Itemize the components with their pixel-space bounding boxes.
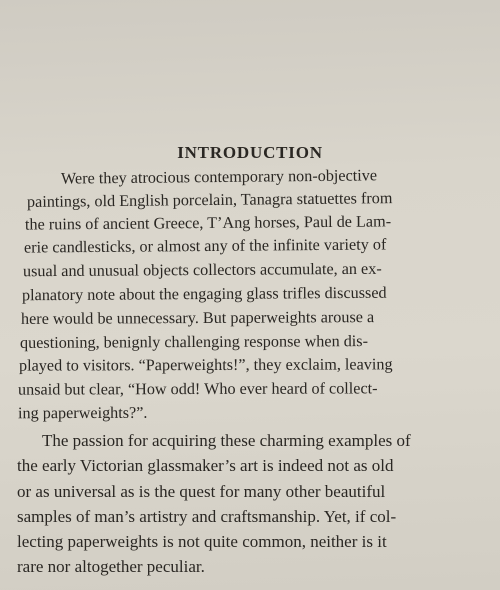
paragraph-1-line-9: played to visitors. “Paperweights!”, they exclaim, leaving xyxy=(18,355,393,375)
paragraph-1-line-7: here would be unnecessary. But paperweights arouse a xyxy=(20,308,375,328)
paragraph-1-line-4: erie candlesticks, or almost any of the infinite variety of xyxy=(23,235,387,257)
paragraph-1-line-10: unsaid but clear, “How odd! Who ever heard of collect- xyxy=(17,379,378,399)
paragraph-1-line-1: Were they atrocious contemporary non-objective xyxy=(60,166,378,188)
page-title: INTRODUCTION xyxy=(177,143,323,162)
paragraph-2-line-6: rare nor altogether peculiar. xyxy=(17,557,205,576)
paragraph-2-line-1: The passion for acquiring these charming examples of xyxy=(42,431,411,450)
paragraph-1-line-11: ing paperweights?”. xyxy=(17,403,148,423)
paragraph-1-line-5: usual and unusual objects collectors accumulate, an ex- xyxy=(22,259,382,281)
paragraph-2-line-2: the early Victorian glassmaker’s art is indeed not as old xyxy=(17,456,394,475)
paragraph-1-line-2: paintings, old English porcelain, Tanagra statuettes from xyxy=(26,189,393,211)
paragraph-1-line-6: planatory note about the engaging glass trifles discussed xyxy=(21,283,387,305)
paragraph-2-line-5: lecting paperweights is not quite common, neither is it xyxy=(17,532,387,551)
paragraph-2-line-4: samples of man’s artistry and craftsmanship. Yet, if col- xyxy=(17,507,397,526)
paragraph-2-line-3: or as universal as is the quest for many other beautiful xyxy=(17,482,386,501)
paragraph-1-line-3: the ruins of ancient Greece, T’Ang horses, Paul de Lam- xyxy=(24,212,392,234)
paragraph-1-line-8: questioning, benignly challenging response when dis- xyxy=(19,332,369,352)
